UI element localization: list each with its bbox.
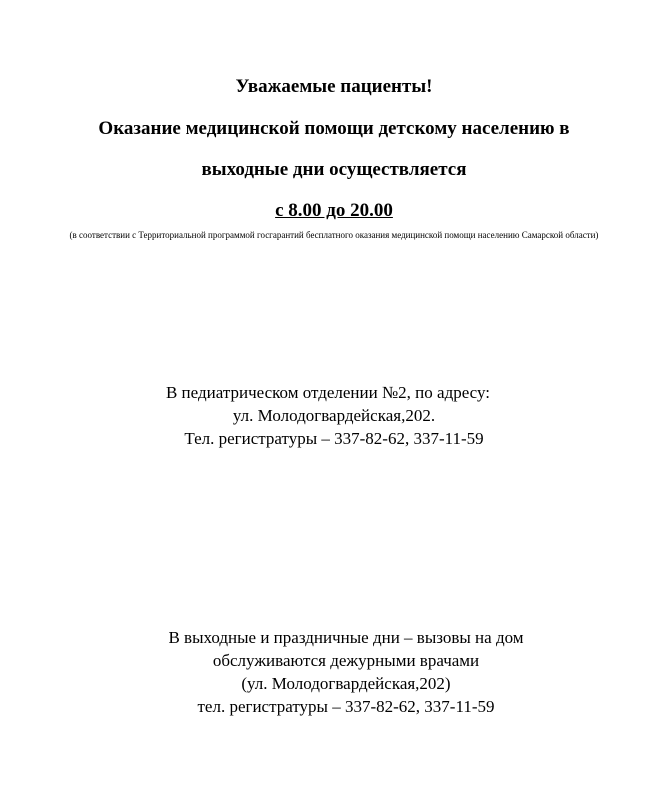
home-visits-address: (ул. Молодогвардейская,202) xyxy=(241,674,451,693)
pediatric-department-phone: Тел. регистратуры – 337-82-62, 337-11-59 xyxy=(184,429,484,448)
heading-line-1: Оказание медицинской помощи детскому населению в xyxy=(98,118,570,139)
pediatric-department-address: ул. Молодогвардейская,202. xyxy=(232,406,436,425)
home-visits-phone: тел. регистратуры – 337-82-62, 337-11-59 xyxy=(197,697,495,716)
home-visits-title: В выходные и праздничные дни – вызовы на дом xyxy=(168,628,524,647)
legal-note: (в соответствии с Территориальной программой госгарантий бесплатного оказания медицинской помощи населению Самарской области) xyxy=(69,230,599,240)
heading-line-2: выходные дни осуществляется xyxy=(201,159,467,180)
pediatric-department-title: В педиатрическом отделении №2, по адресу: xyxy=(165,383,491,402)
page-title: Уважаемые пациенты! xyxy=(235,76,433,97)
home-visits-description: обслуживаются дежурными врачами xyxy=(212,651,480,670)
working-hours xyxy=(0,200,668,222)
working-hours-text: с 8.00 до 20.00 xyxy=(275,200,393,221)
